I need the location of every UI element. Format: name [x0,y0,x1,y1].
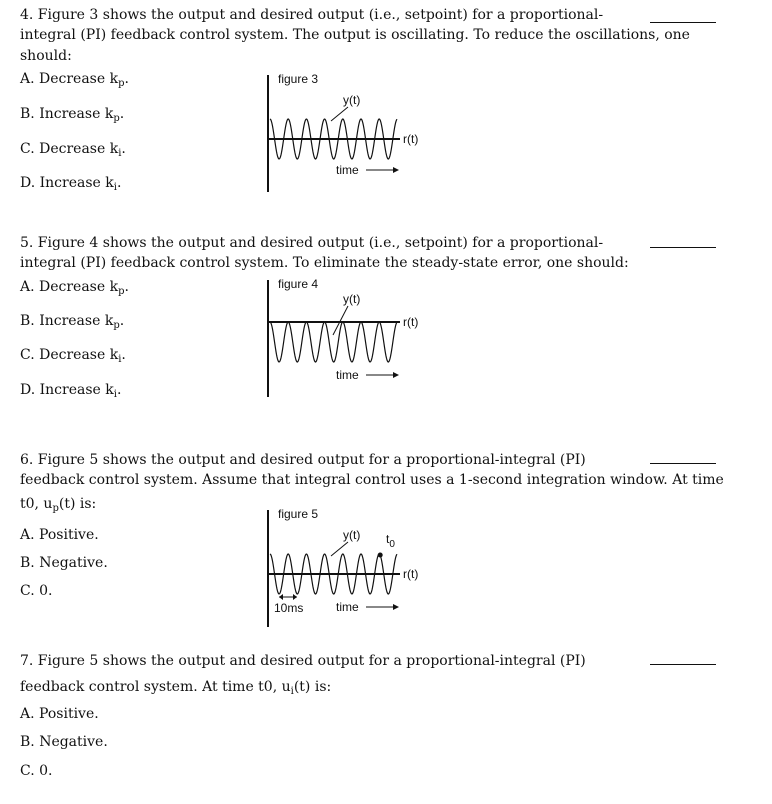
q4-answer-blank[interactable] [650,22,716,23]
t0-point [378,553,383,558]
q4-line-2: integral (PI) feedback control system. The output is oscillating. To reduce the oscillations, one [20,27,690,43]
q5-answer-blank[interactable] [650,247,716,248]
q7-answer-blank[interactable] [650,664,716,665]
q5-line-1: 5. Figure 4 shows the output and desired output (i.e., setpoint) for a proportional- [20,235,604,251]
q7-line-2: feedback control system. At time t0, $u_i(t)$ is: [20,679,332,697]
time-label: time [336,163,359,177]
q4-line-1: 4. Figure 3 shows the output and desired output (i.e., setpoint) for a proportional- [20,7,604,23]
t0-label: $t_0$ [386,532,395,550]
figure-3 [260,70,440,200]
output-label: y(t) [343,93,361,107]
q7-line-1: 7. Figure 5 shows the output and desired output for a proportional-integral (PI) [20,653,586,669]
q4-option-d: D. Increase $k_i$. [20,175,122,193]
setpoint-label: r(t) [403,315,419,329]
q6-option-b: B. Negative. [20,555,108,571]
figure-label: figure 4 [278,277,319,291]
time-arrowhead-icon [393,167,399,173]
q4-option-a: A. Decrease $k_p$. [20,71,129,89]
q5-option-c: C. Decrease $k_i$. [20,347,126,365]
q7-option-b: B. Negative. [20,734,108,750]
figure-label: figure 5 [278,507,319,521]
period-label: 10ms [274,601,304,615]
q7-option-c: C. 0. [20,763,53,779]
q6-line-3: t0, $u_p(t)$ is: [20,496,97,514]
output-pointer-arrow [331,107,348,121]
figure-5 [260,505,440,635]
setpoint-label: r(t) [403,567,419,581]
output-waveform [270,322,397,362]
figure-label: figure 3 [278,72,319,86]
q4-option-c: C. Decrease $k_i$. [20,141,126,159]
q6-option-c: C. 0. [20,583,53,599]
figure-4 [260,275,440,405]
q7-option-a: A. Positive. [20,706,99,722]
time-arrowhead-icon [393,604,399,610]
q6-line-2: feedback control system. Assume that integral control uses a 1-second integration window. At time [20,472,724,488]
q4-line-3: should: [20,48,72,64]
output-label: y(t) [343,528,361,542]
q6-line-1: 6. Figure 5 shows the output and desired output for a proportional-integral (PI) [20,452,586,468]
setpoint-label: r(t) [403,132,419,146]
q6-answer-blank[interactable] [650,463,716,464]
q5-option-d: D. Increase $k_i$. [20,382,122,400]
output-label: y(t) [343,292,361,306]
time-label: time [336,368,359,382]
time-arrowhead-icon [393,372,399,378]
q4-option-b: B. Increase $k_p$. [20,106,125,124]
q6-option-a: A. Positive. [20,527,99,543]
q5-option-b: B. Increase $k_p$. [20,313,125,331]
output-pointer-arrow [331,542,348,556]
q5-option-a: A. Decrease $k_p$. [20,279,129,297]
time-label: time [336,600,359,614]
q5-line-2: integral (PI) feedback control system. To eliminate the steady-state error, one should: [20,255,629,271]
